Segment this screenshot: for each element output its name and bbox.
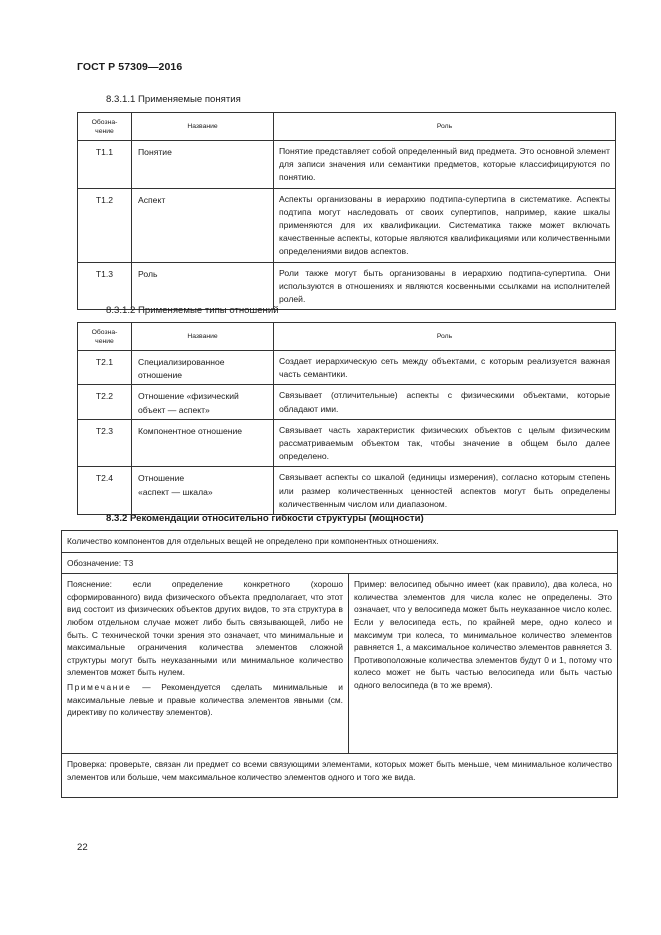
table-row <box>78 262 616 310</box>
document-id: ГОСТ Р 57309—2016 <box>77 61 183 73</box>
row-name: Отношение «физический объект — аспект» <box>132 385 274 419</box>
example-text: Пример: велосипед обычно имеет (как правило), два колеса, но количества элементов для числа колес не определены. Это означает, что у велосипеда может быть неуказанное число колес. Если у велосипеда есть, по крайней мере, одно колесо и максимум три колеса, то минимальное количество элементов равняется 1, а максимальное количество элементов равняется 3. Противоположные количества элементов будут 0 и 1, потому что колесо может не быть частью велосипеда или быть частью одного велосипеда (в то же время). <box>354 579 612 690</box>
note-label: Примечание <box>67 681 132 692</box>
flexibility-table <box>61 530 618 798</box>
note <box>67 681 343 719</box>
row-role: Связывает аспекты со шкалой (единицы измерения), согласно которым степень или размер количественных ценностей аспектов могут быть определены количественным числом или диапазоном. <box>274 467 616 515</box>
row-code: Т2.2 <box>78 385 132 419</box>
table-header-row <box>78 323 616 351</box>
table-row <box>78 419 616 467</box>
column-header-code: Обозна- чение <box>78 113 132 141</box>
column-header-name: Название <box>132 323 274 351</box>
row-name: Специализированное отношение <box>132 351 274 385</box>
column-header-name: Название <box>132 113 274 141</box>
row-name: Компонентное отношение <box>132 419 274 467</box>
page-number: 22 <box>77 842 88 853</box>
check-text: Проверка: проверьте, связан ли предмет со всеми связующими элементами, которых может быть меньше, чем минимальное количество элементов или больше, чем максимальное количество элементов одного и того же вида. <box>62 754 618 798</box>
table-row <box>78 188 616 262</box>
section-title-flexibility: 8.3.2 Рекомендации относительно гибкости структуры (мощности) <box>106 513 424 524</box>
intro-row <box>62 531 618 553</box>
row-name: Отношение «аспект — шкала» <box>132 467 274 515</box>
row-name: Аспект <box>132 188 274 262</box>
section-title-concepts: 8.3.1.1 Применяемые понятия <box>106 94 241 105</box>
row-code: Т2.3 <box>78 419 132 467</box>
column-header-code: Обозна- чение <box>78 323 132 351</box>
designation-row <box>62 552 618 574</box>
table-header-row <box>78 113 616 141</box>
row-name: Понятие <box>132 141 274 189</box>
column-header-role: Роль <box>274 323 616 351</box>
explanation-text: Пояснение: если определение конкретного (хорошо сформированного) вида физического объекта предполагает, что этот вид состоит из физических объектов других видов, то эта структура в любом отдельном случае может либо быть связывающей, либо не быть. С технической точки зрения это означает, что минимальные и максимальные ограничения количества элементов сложной структуры могут быть неуказанными или минимальное количество элементов может быть нулем. <box>67 579 343 678</box>
row-role: Создает иерархическую сеть между объектами, с которым реализуется важная часть семантики. <box>274 351 616 385</box>
row-code: Т1.1 <box>78 141 132 189</box>
explanation-cell <box>62 574 349 754</box>
row-role: Понятие представляет собой определенный вид предмета. Это основной элемент для записи значения или семантики предметов, которые классифицируются по понятию. <box>274 141 616 189</box>
example-cell <box>349 574 618 754</box>
row-role: Связывает часть характеристик физических объектов с целым физическим рассматриваемым объектом так, чтобы значение в общем было далее определено. <box>274 419 616 467</box>
row-role: Связывает (отличительные) аспекты с физическими объектами, которые обладают ими. <box>274 385 616 419</box>
row-code: Т1.2 <box>78 188 132 262</box>
row-code: Т2.1 <box>78 351 132 385</box>
intro-text: Количество компонентов для отдельных вещей не определено при компонентных отношениях. <box>62 531 618 553</box>
row-name: Роль <box>132 262 274 310</box>
table-row <box>78 141 616 189</box>
column-header-role: Роль <box>274 113 616 141</box>
row-role: Аспекты организованы в иерархию подтипа-супертипа в систематике. Аспекты подтипа могут наследовать от своих супертипов, например, какие шкалы применяются для их квалификации. Систематика также может включать качественные аспекты, которые являются квалификациями или количественными определениями видов аспектов. <box>274 188 616 262</box>
relations-table <box>77 322 616 515</box>
table-row <box>78 351 616 385</box>
note-text: — Рекомендуется сделать минимальные и максимальные левые и правые количества элементов явными (см. директиву по количеству элементов). <box>67 681 343 718</box>
explanation-example-row <box>62 574 618 754</box>
check-row <box>62 754 618 798</box>
row-code: Т2.4 <box>78 467 132 515</box>
concepts-table <box>77 112 616 310</box>
row-role: Роли также могут быть организованы в иерархию подтипа-супертипа. Они используются в отношениях и являются косвенными ссылками на исполнителей ролей. <box>274 262 616 310</box>
table-row <box>78 467 616 515</box>
table-row <box>78 385 616 419</box>
row-code: Т1.3 <box>78 262 132 310</box>
section-title-relations: 8.3.1.2 Применяемые типы отношений <box>106 305 279 316</box>
designation-text: Обозначение: Т3 <box>62 552 618 574</box>
